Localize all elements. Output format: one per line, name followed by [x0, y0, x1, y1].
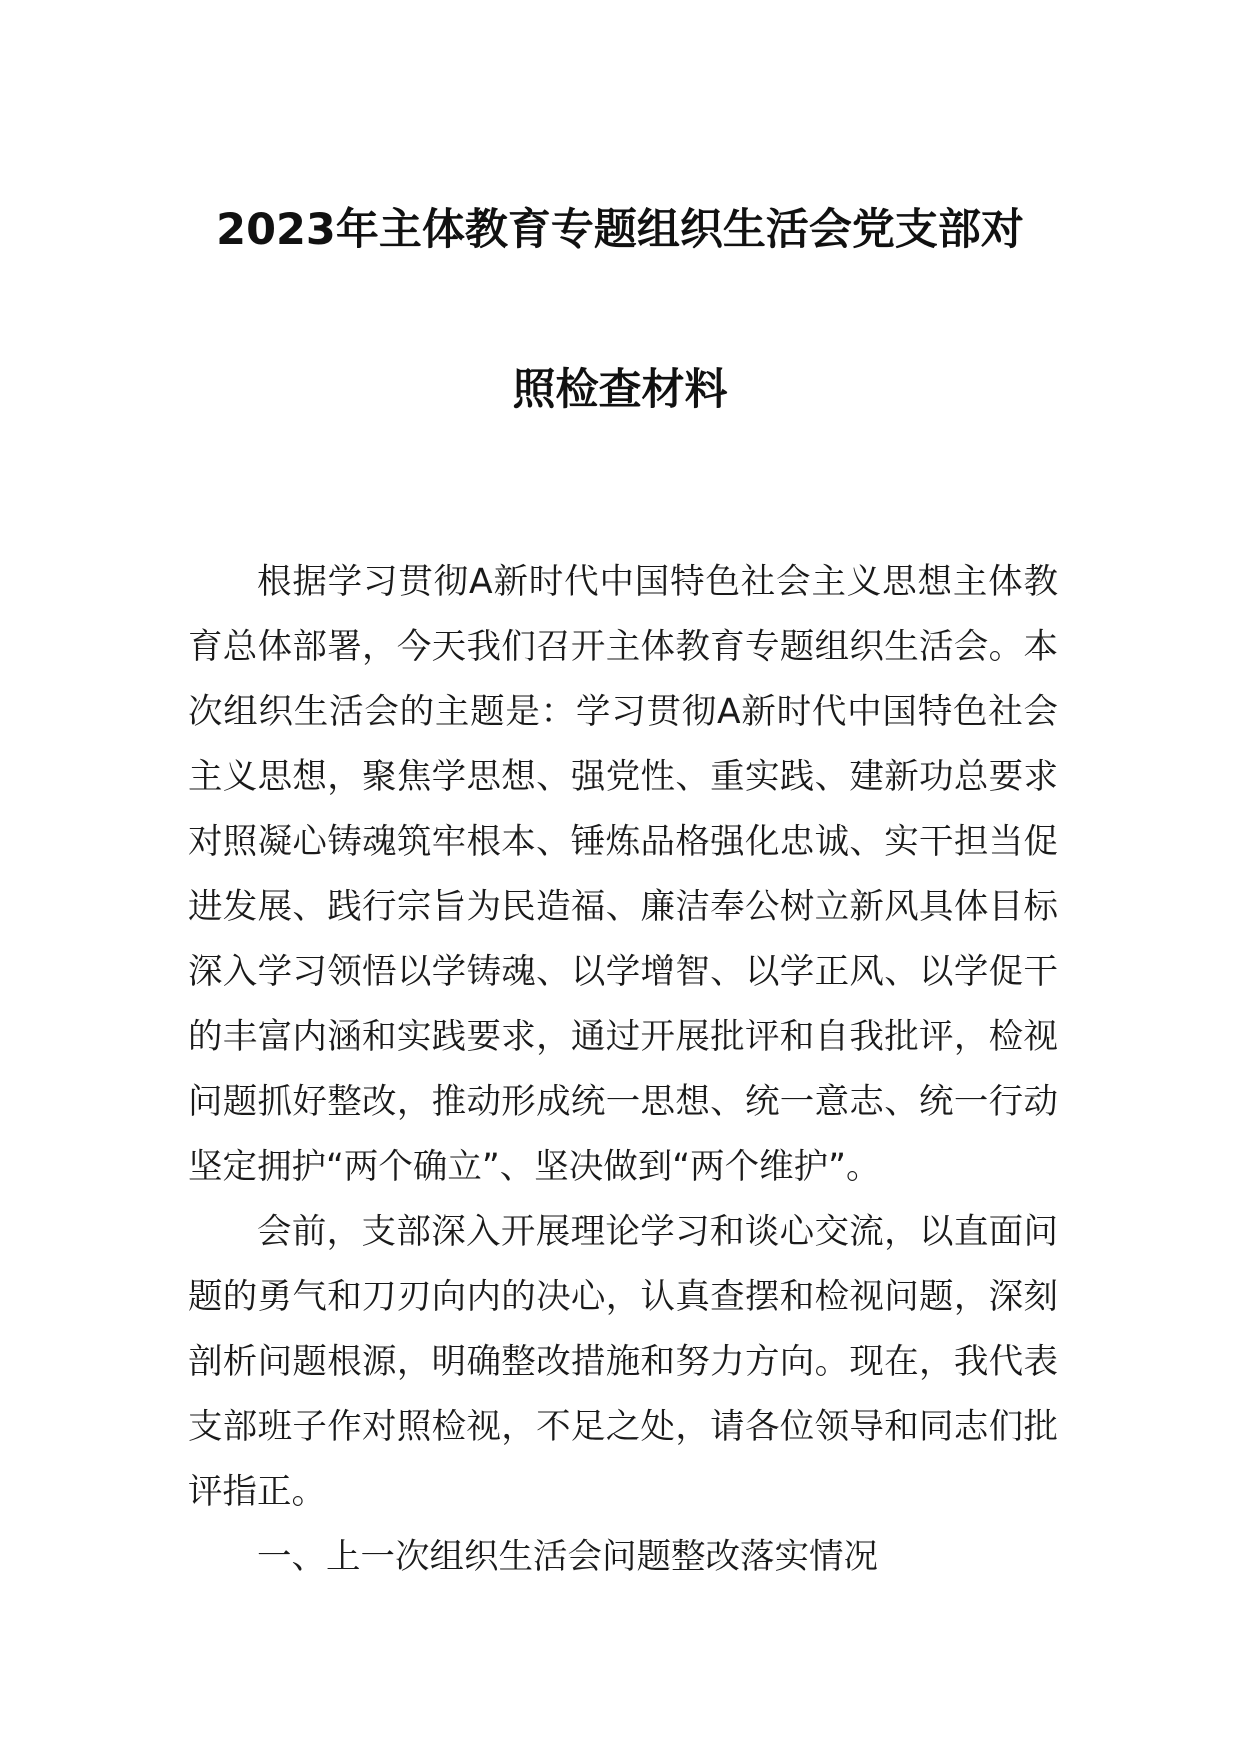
document-body	[188, 550, 1058, 1590]
section-heading-1: 一、上一次组织生活会问题整改落实情况	[257, 1537, 878, 1577]
document-title-line-1: 2023年主体教育专题组织生活会党支部对	[216, 205, 1024, 255]
paragraph-preparation: 会前，支部深入开展理论学习和谈心交流，以直面问题的勇气和刀刃向内的决心，认真查摆和检视问题，深刻剖析问题根源，明确整改措施和努力方向。现在，我代表支部班子作对照检视，不足之处，请各位领导和同志们批评指正。	[188, 1212, 1058, 1512]
document-title-line-2: 照检查材料	[512, 365, 728, 415]
paragraph-intro: 根据学习贯彻A新时代中国特色社会主义思想主体教育总体部署，今天我们召开主体教育专题组织生活会。本次组织生活会的主题是：学习贯彻A新时代中国特色社会主义思想，聚焦学思想、强党性、重实践、建新功总要求对照凝心铸魂筑牢根本、锤炼品格强化忠诚、实干担当促进发展、践行宗旨为民造福、廉洁奉公树立新风具体目标深入学习领悟以学铸魂、以学增智、以学正风、以学促干的丰富内涵和实践要求，通过开展批评和自我批评，检视问题抓好整改，推动形成统一思想、统一意志、统一行动坚定拥护“两个确立”、坚决做到“两个维护”。	[188, 562, 1058, 1187]
